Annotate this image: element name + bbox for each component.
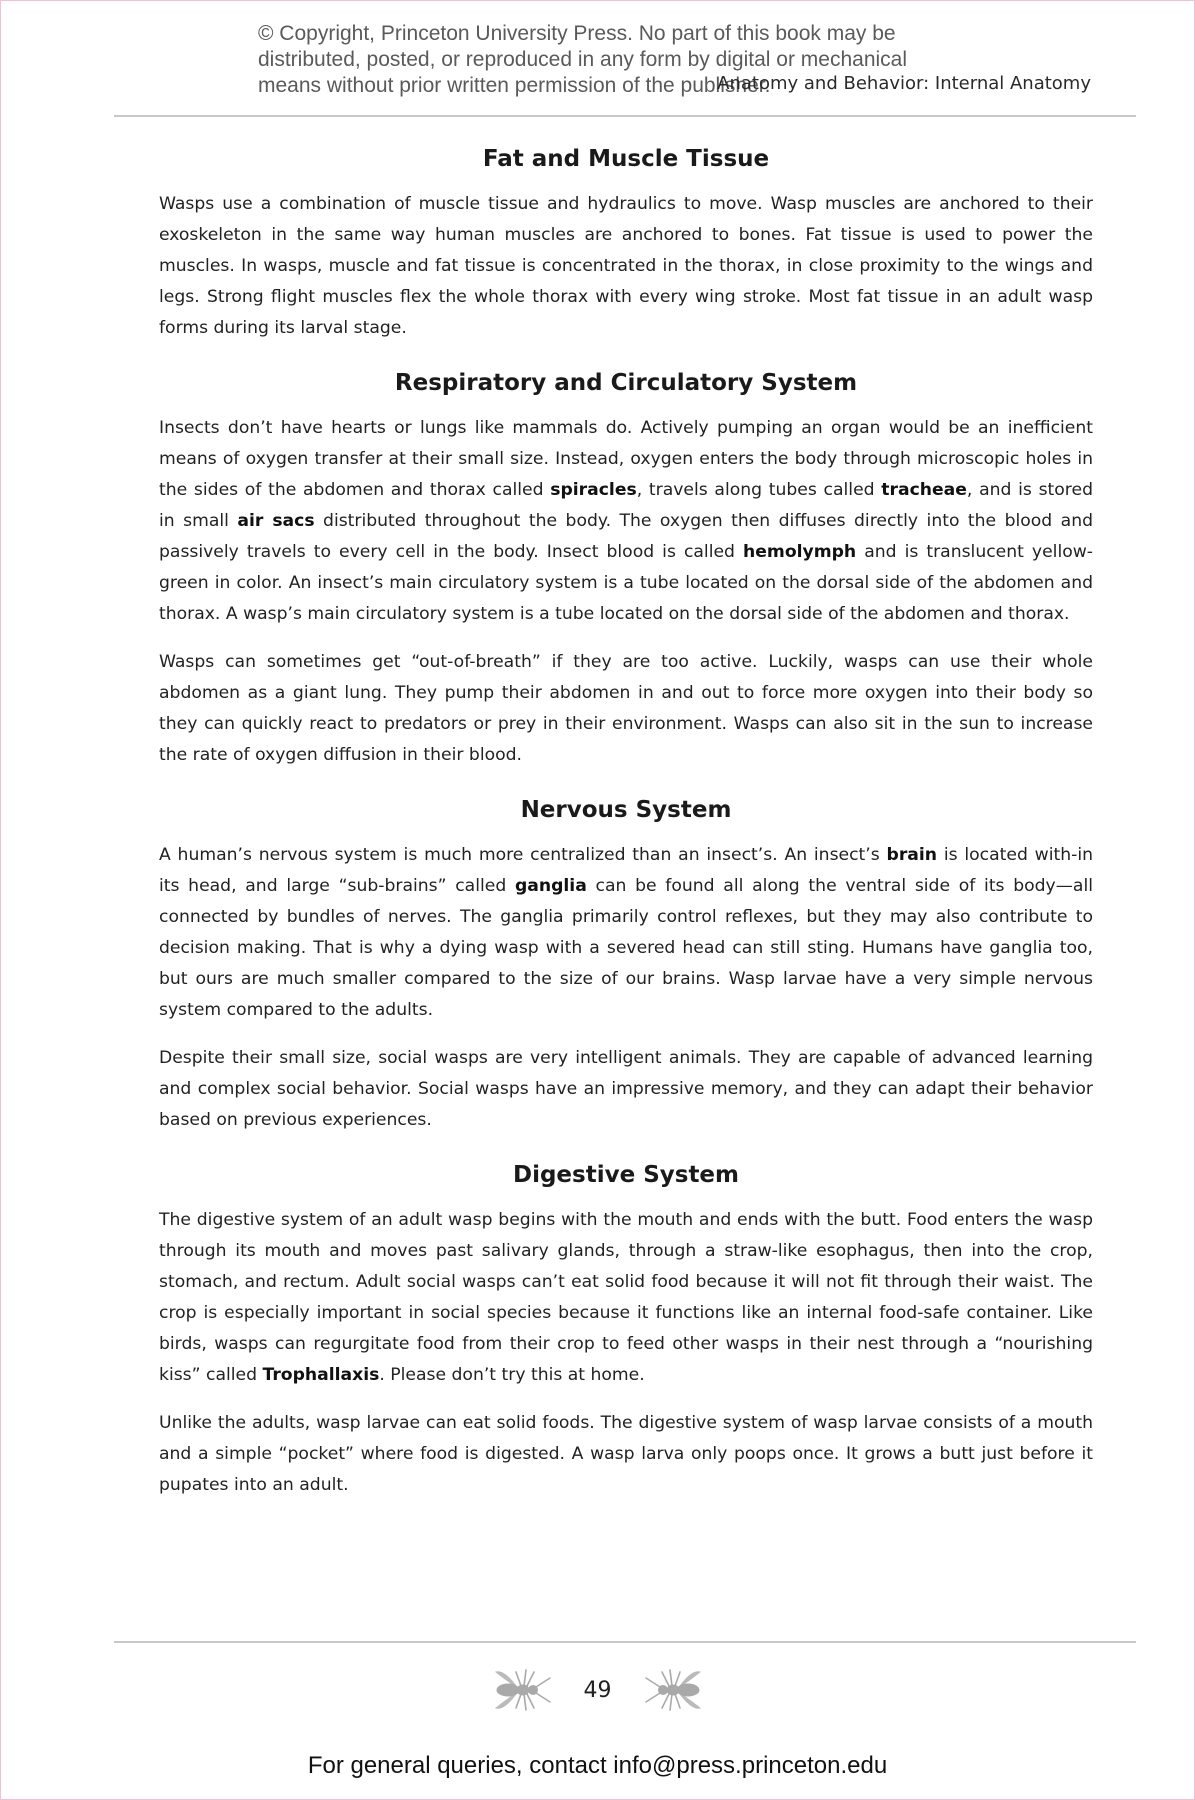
footer-rule bbox=[114, 1641, 1136, 1643]
section-heading: Nervous System bbox=[520, 797, 732, 823]
section-heading: Fat and Muscle Tissue bbox=[482, 146, 770, 172]
text-run: distributed throughout the body. The oxygen then diffuses directly into the blood and passively travels to every cell in the body. Insect blood is called bbox=[159, 511, 1094, 562]
bold-term: spiracles bbox=[550, 480, 637, 500]
section-heading: Respiratory and Circulatory System bbox=[394, 370, 858, 396]
text-run: is located with-in its head, and large “sub-brains” called bbox=[159, 845, 1093, 896]
bold-term: brain bbox=[886, 845, 938, 865]
running-head: Anatomy and Behavior: Internal Anatomy bbox=[717, 73, 1091, 94]
bold-term: ganglia bbox=[514, 876, 587, 896]
text-run: , travels along tubes called bbox=[636, 480, 882, 500]
text-run: A human’s nervous system is much more centralized than an insect’s. An insect’s bbox=[159, 845, 887, 865]
text-run: . Please don’t try this at home. bbox=[379, 1365, 645, 1385]
text-run: Wasps can sometimes get “out-of-breath” if they are too active. Luckily, wasps can use their whole abdomen as a giant lung. They pump their abdomen in and out to force more oxygen into their body so they can quickly react to predators or prey in their environment. Wasps can also sit in the sun to increase the rate of oxygen diffusion in their blood. bbox=[159, 652, 1093, 765]
text-run: Unlike the adults, wasp larvae can eat solid foods. The digestive system of wasp larvae consists of a mouth and a simple “pocket” where food is digested. A wasp larva only poops once. It grows a butt just before it pupates into an adult. bbox=[159, 1413, 1093, 1495]
section bbox=[159, 788, 1093, 1136]
text-run: Insects don’t have hearts or lungs like mammals do. Actively pumping an organ would be an inefficient means of oxygen transfer at their small size. Instead, oxygen enters the body through microscopic holes in the sides of the abdomen and thorax called bbox=[159, 418, 1093, 500]
copyright-line: means without prior written permission of the publisher. bbox=[258, 74, 771, 97]
text-run: Despite their small size, social wasps are very intelligent animals. They are capable of advanced learning and complex social behavior. Social wasps have an impressive memory, and they can adapt their behavior based on previous experiences. bbox=[159, 1048, 1093, 1130]
copyright-line: distributed, posted, or reproduced in any form by digital or mechanical bbox=[258, 48, 908, 71]
body-paragraph bbox=[159, 1043, 1093, 1136]
body-paragraph bbox=[159, 1408, 1093, 1501]
header-rule bbox=[114, 115, 1136, 117]
wasp-icon bbox=[494, 1664, 560, 1716]
page-body bbox=[159, 137, 1093, 1518]
text-run: can be found all along the ventral side of its body—all connected by bundles of nerves. The ganglia primarily control reflexes, but they may also contribute to decision making. That is why a dying wasp with a severed head can still sting. Humans have ganglia too, but ours are much smaller compared to the size of our brains. Wasp larvae have a very simple nervous system compared to the adults. bbox=[159, 876, 1094, 1020]
body-paragraph bbox=[159, 413, 1093, 630]
body-paragraph bbox=[159, 189, 1093, 344]
text-run: and is translucent yellow-green in color. An insect’s main circulatory system is a tube located on the dorsal side of the abdomen and thorax. A wasp’s main circulatory system is a tube located on the dorsal side of the abdomen and thorax. bbox=[159, 542, 1093, 624]
section bbox=[159, 361, 1093, 771]
body-paragraph bbox=[159, 840, 1093, 1026]
page-footer bbox=[1, 1661, 1194, 1719]
body-paragraph bbox=[159, 1205, 1093, 1391]
bold-term: tracheae bbox=[881, 480, 967, 500]
body-paragraph bbox=[159, 647, 1093, 771]
contact-line: For general queries, contact info@press.princeton.edu bbox=[307, 1752, 888, 1779]
bold-term: air sacs bbox=[237, 511, 315, 531]
section bbox=[159, 137, 1093, 344]
text-run: The digestive system of an adult wasp begins with the mouth and ends with the butt. Food enters the wasp through its mouth and moves past salivary glands, through a straw-like esophagus, then into the crop, stomach, and rectum. Adult social wasps can’t eat solid food because it will not fit through their waist. The crop is especially important in social species because it functions like an internal food-safe container. Like birds, wasps can regurgitate food from their crop to feed other wasps in their nest through a “nourishing kiss” called bbox=[159, 1210, 1093, 1385]
bold-term: hemolymph bbox=[743, 542, 857, 562]
section bbox=[159, 1153, 1093, 1501]
text-run: Wasps use a combination of muscle tissue and hydraulics to move. Wasp muscles are anchored to their exoskeleton in the same way human muscles are anchored to bones. Fat tissue is used to power the muscles. In wasps, muscle and fat tissue is concentrated in the thorax, in close proximity to the wings and legs. Strong flight muscles flex the whole thorax with every wing stroke. Most fat tissue in an adult wasp forms during its larval stage. bbox=[159, 194, 1093, 338]
section-heading: Digestive System bbox=[512, 1162, 739, 1188]
wasp-icon bbox=[636, 1664, 702, 1716]
text-run: , and is stored in small bbox=[159, 480, 1093, 531]
page-number: 49 bbox=[583, 1677, 612, 1703]
copyright-line: © Copyright, Princeton University Press. No part of this book may be bbox=[258, 22, 896, 45]
bold-term: Trophallaxis bbox=[262, 1365, 380, 1385]
